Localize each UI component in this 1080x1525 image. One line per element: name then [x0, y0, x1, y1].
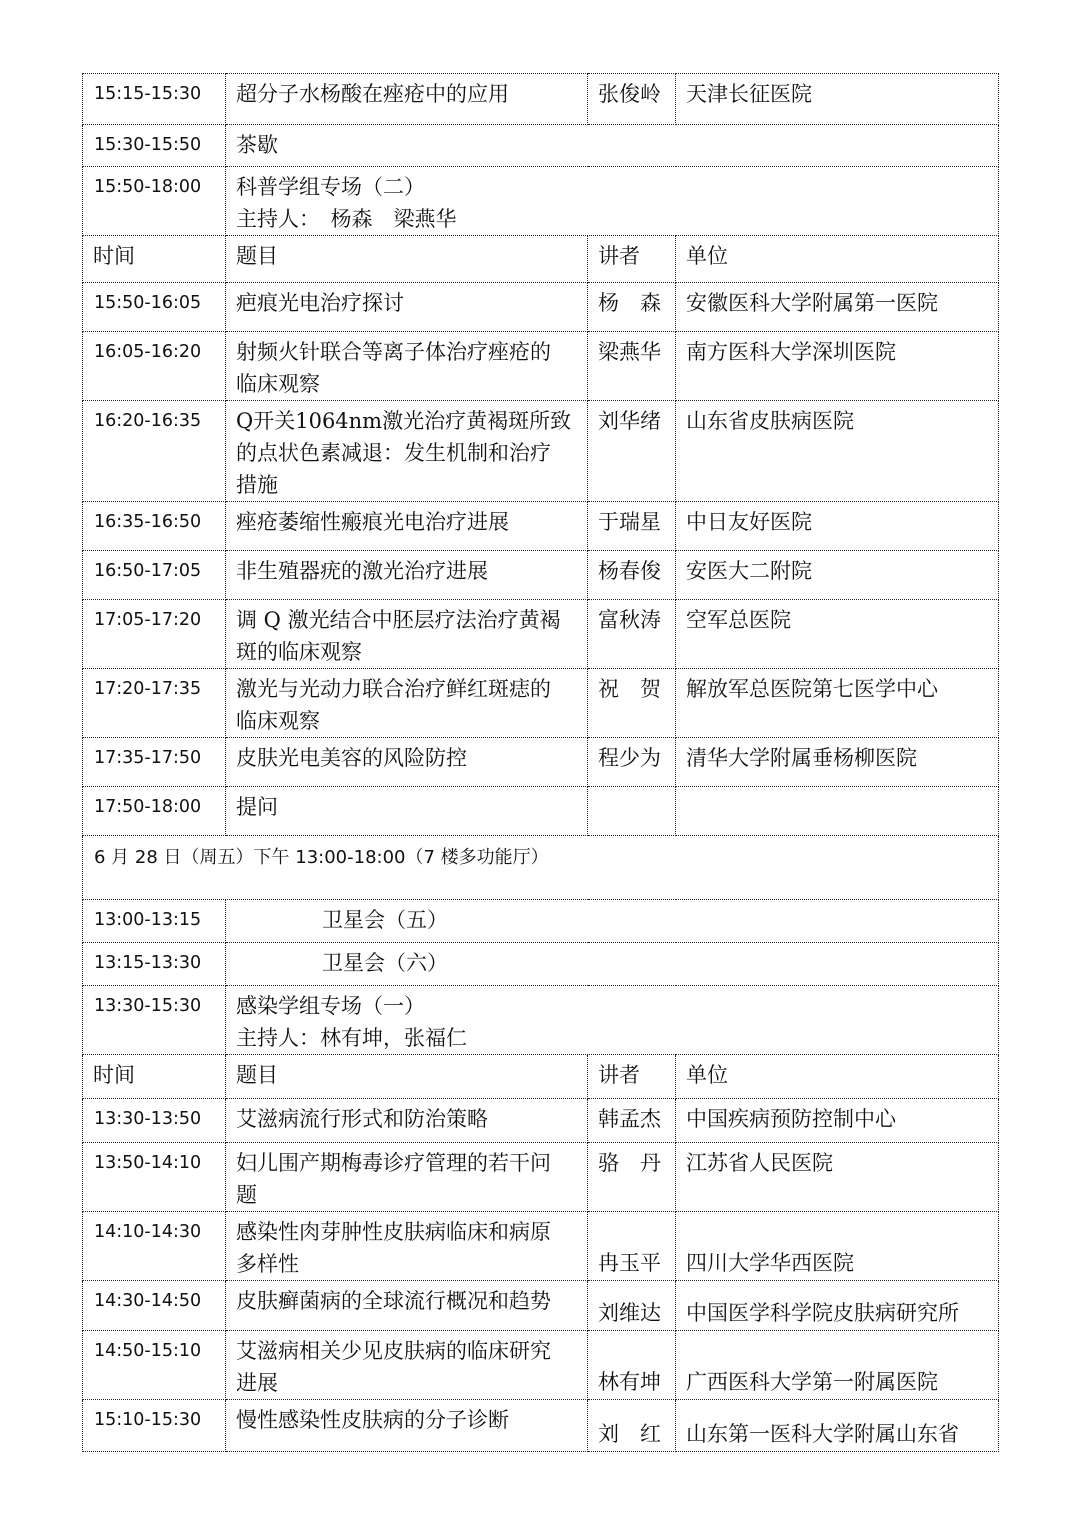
talk-row — [83, 669, 999, 738]
time-text: 14:30-14:50 — [94, 1291, 202, 1311]
schedule-body — [83, 74, 999, 1452]
time-text: 15:15-15:30 — [94, 84, 202, 104]
unit-cell — [676, 669, 999, 738]
speaker-name: 杨春俊 — [598, 559, 661, 583]
talk-row — [83, 1143, 999, 1212]
speaker-name: 骆 丹 — [598, 1151, 661, 1175]
unit-name: 中国疾病预防控制中心 — [686, 1107, 896, 1131]
talk-row — [83, 1331, 999, 1400]
date-row — [83, 836, 999, 900]
time-text: 时间 — [93, 1063, 135, 1087]
talk-title-line: 临床观察 — [236, 372, 320, 396]
talk-row — [83, 502, 999, 551]
unit-name: 空军总医院 — [686, 608, 791, 632]
speaker-cell — [588, 1212, 676, 1281]
speaker-cell — [588, 502, 676, 551]
talk-title — [226, 1281, 588, 1331]
speaker-cell — [588, 551, 676, 600]
talk-title — [226, 787, 588, 836]
unit-cell — [676, 787, 999, 836]
time-cell — [83, 900, 226, 943]
talk-title — [226, 401, 588, 502]
talk-title — [226, 283, 588, 332]
time-text: 15:50-18:00 — [94, 177, 202, 197]
time-text: 16:35-16:50 — [94, 512, 202, 532]
talk-title-line: 皮肤光电美容的风险防控 — [236, 746, 467, 770]
header-title-text: 题目 — [236, 244, 278, 268]
talk-title — [226, 1143, 588, 1212]
unit-cell — [676, 1212, 999, 1281]
time-cell — [83, 600, 226, 669]
unit-cell — [676, 1143, 999, 1212]
time-text: 17:35-17:50 — [94, 748, 202, 768]
time-cell — [83, 986, 226, 1055]
time-text: 13:30-15:30 — [94, 996, 202, 1016]
unit-cell — [676, 74, 999, 125]
header-title — [226, 1055, 588, 1099]
talk-title — [226, 1400, 588, 1452]
header-unit-text: 单位 — [686, 1063, 728, 1087]
header-unit — [676, 1055, 999, 1099]
header-speaker — [588, 1055, 676, 1099]
talk-row — [83, 1281, 999, 1331]
talk-title — [226, 738, 588, 787]
unit-cell — [676, 738, 999, 787]
talk-title-line: 多样性 — [236, 1252, 299, 1276]
speaker-cell — [588, 283, 676, 332]
time-cell — [83, 1281, 226, 1331]
unit-name: 广西医科大学第一附属医院 — [686, 1370, 938, 1394]
unit-cell — [676, 502, 999, 551]
time-text: 13:15-13:30 — [94, 953, 202, 973]
unit-name: 山东省皮肤病医院 — [686, 409, 854, 433]
header-time — [83, 1055, 226, 1099]
talk-row — [83, 787, 999, 836]
header-unit — [676, 236, 999, 283]
unit-cell — [676, 600, 999, 669]
talk-row — [83, 401, 999, 502]
unit-name: 安徽医科大学附属第一医院 — [686, 291, 938, 315]
column-header-row — [83, 1055, 999, 1099]
unit-cell — [676, 401, 999, 502]
speaker-cell — [588, 1281, 676, 1331]
talk-title-line: 妇儿围产期梅毒诊疗管理的若干问 — [236, 1151, 551, 1175]
talk-row — [83, 332, 999, 401]
speaker-cell — [588, 1331, 676, 1400]
unit-cell — [676, 332, 999, 401]
session-cell — [226, 167, 999, 236]
unit-cell — [676, 1281, 999, 1331]
speaker-cell — [588, 738, 676, 787]
talk-row — [83, 1212, 999, 1281]
speaker-name: 梁燕华 — [598, 340, 661, 364]
time-text: 13:50-14:10 — [94, 1153, 202, 1173]
header-speaker-text: 讲者 — [598, 1063, 640, 1087]
time-text: 17:05-17:20 — [94, 610, 202, 630]
time-cell — [83, 125, 226, 167]
satellite-cell — [226, 943, 999, 986]
session-line: 茶歇 — [236, 133, 278, 157]
satellite-cell — [226, 900, 999, 943]
talk-row — [83, 1400, 999, 1452]
talk-title-line: Q开关1064nm激光治疗黄褐斑所致 — [236, 409, 572, 433]
session-cell — [226, 986, 999, 1055]
time-text: 13:00-13:15 — [94, 910, 202, 930]
time-text: 时间 — [93, 244, 135, 268]
header-title-text: 题目 — [236, 1063, 278, 1087]
unit-cell — [676, 1099, 999, 1143]
talk-title-line: 调 Q 激光结合中胚层疗法治疗黄褐 — [236, 608, 561, 632]
talk-title — [226, 1212, 588, 1281]
talk-title-line: 进展 — [236, 1371, 278, 1395]
talk-row — [83, 74, 999, 125]
unit-cell — [676, 1400, 999, 1452]
time-text: 13:30-13:50 — [94, 1109, 202, 1129]
time-cell — [83, 502, 226, 551]
talk-row — [83, 600, 999, 669]
speaker-cell — [588, 74, 676, 125]
time-cell — [83, 332, 226, 401]
talk-row — [83, 1099, 999, 1143]
column-header-row — [83, 236, 999, 283]
speaker-cell — [588, 332, 676, 401]
time-cell — [83, 1400, 226, 1452]
time-cell — [83, 167, 226, 236]
talk-title — [226, 1331, 588, 1400]
time-text: 16:05-16:20 — [94, 342, 202, 362]
talk-title-line: 皮肤癣菌病的全球流行概况和趋势 — [236, 1289, 551, 1313]
unit-cell — [676, 551, 999, 600]
talk-row — [83, 551, 999, 600]
talk-title-line: 题 — [236, 1183, 257, 1207]
header-title — [226, 236, 588, 283]
time-cell — [83, 738, 226, 787]
session-line: 科普学组专场（二） — [236, 175, 425, 199]
talk-title — [226, 502, 588, 551]
schedule-table — [82, 73, 999, 1452]
speaker-name: 杨 森 — [598, 291, 661, 315]
talk-title-line: 艾滋病相关少见皮肤病的临床研究 — [236, 1339, 551, 1363]
talk-title-line: 痤疮萎缩性瘢痕光电治疗进展 — [236, 510, 509, 534]
session-line: 卫星会（六） — [322, 951, 448, 975]
time-text: 17:20-17:35 — [94, 679, 202, 699]
speaker-name: 富秋涛 — [598, 608, 661, 632]
time-text: 17:50-18:00 — [94, 797, 202, 817]
talk-title-line: 艾滋病流行形式和防治策略 — [236, 1107, 488, 1131]
talk-title-line: 激光与光动力联合治疗鲜红斑痣的 — [236, 677, 551, 701]
time-cell — [83, 401, 226, 502]
date-cell — [83, 836, 999, 900]
speaker-name: 程少为 — [598, 746, 661, 770]
satellite-row — [83, 943, 999, 986]
speaker-cell — [588, 1099, 676, 1143]
talk-row — [83, 283, 999, 332]
unit-name: 江苏省人民医院 — [686, 1151, 833, 1175]
time-text: 15:50-16:05 — [94, 293, 202, 313]
time-cell — [83, 787, 226, 836]
speaker-cell — [588, 401, 676, 502]
time-cell — [83, 551, 226, 600]
talk-row — [83, 738, 999, 787]
session-line: 卫星会（五） — [322, 908, 448, 932]
talk-title — [226, 669, 588, 738]
unit-name: 安医大二附院 — [686, 559, 812, 583]
speaker-name: 于瑞星 — [598, 510, 661, 534]
time-cell — [83, 943, 226, 986]
speaker-name: 刘华绪 — [598, 409, 661, 433]
session-line: 主持人： 杨森 梁燕华 — [236, 207, 457, 231]
header-speaker-text: 讲者 — [598, 244, 640, 268]
time-cell — [83, 74, 226, 125]
time-text: 15:30-15:50 — [94, 135, 202, 155]
talk-title — [226, 600, 588, 669]
talk-title — [226, 74, 588, 125]
talk-title-line: 非生殖器疣的激光治疗进展 — [236, 559, 488, 583]
speaker-name: 冉玉平 — [598, 1251, 661, 1275]
session-line: 感染学组专场（一） — [236, 994, 425, 1018]
talk-title — [226, 1099, 588, 1143]
time-cell — [83, 283, 226, 332]
session-line: 主持人：林有坤，张福仁 — [236, 1026, 467, 1050]
header-speaker — [588, 236, 676, 283]
unit-name: 山东第一医科大学附属山东省 — [686, 1422, 959, 1446]
speaker-name: 刘 红 — [598, 1422, 661, 1446]
time-cell — [83, 669, 226, 738]
talk-title-line: 感染性肉芽肿性皮肤病临床和病原 — [236, 1220, 551, 1244]
speaker-cell — [588, 787, 676, 836]
unit-name: 中日友好医院 — [686, 510, 812, 534]
unit-cell — [676, 1331, 999, 1400]
unit-name: 清华大学附属垂杨柳医院 — [686, 746, 917, 770]
speaker-name: 林有坤 — [598, 1370, 661, 1394]
header-time — [83, 236, 226, 283]
talk-title — [226, 332, 588, 401]
speaker-cell — [588, 1400, 676, 1452]
speaker-name: 韩孟杰 — [598, 1107, 661, 1131]
speaker-name: 祝 贺 — [598, 677, 661, 701]
unit-name: 天津长征医院 — [686, 82, 812, 106]
talk-title-line: 提问 — [236, 795, 278, 819]
talk-title-line: 措施 — [236, 473, 278, 497]
unit-name: 四川大学华西医院 — [686, 1251, 854, 1275]
time-cell — [83, 1331, 226, 1400]
talk-title-line: 慢性感染性皮肤病的分子诊断 — [236, 1408, 509, 1432]
satellite-row — [83, 900, 999, 943]
talk-title-line: 射频火针联合等离子体治疗痤疮的 — [236, 340, 551, 364]
speaker-name: 张俊岭 — [598, 82, 661, 106]
time-text: 15:10-15:30 — [94, 1410, 202, 1430]
time-cell — [83, 1099, 226, 1143]
session-row — [83, 167, 999, 236]
unit-cell — [676, 283, 999, 332]
talk-title-line: 疤痕光电治疗探讨 — [236, 291, 404, 315]
speaker-cell — [588, 1143, 676, 1212]
time-cell — [83, 1212, 226, 1281]
time-text: 14:10-14:30 — [94, 1222, 202, 1242]
talk-title — [226, 551, 588, 600]
speaker-name: 刘维达 — [598, 1301, 661, 1325]
talk-title-line: 超分子水杨酸在痤疮中的应用 — [236, 82, 509, 106]
time-text: 16:50-17:05 — [94, 561, 202, 581]
date-text: 6 月 28 日（周五）下午 13:00-18:00（7 楼多功能厅） — [94, 847, 549, 868]
header-unit-text: 单位 — [686, 244, 728, 268]
talk-title-line: 的点状色素减退：发生机制和治疗 — [236, 441, 551, 465]
time-cell — [83, 1143, 226, 1212]
time-text: 14:50-15:10 — [94, 1341, 202, 1361]
session-row — [83, 125, 999, 167]
unit-name: 中国医学科学院皮肤病研究所 — [686, 1301, 959, 1325]
speaker-cell — [588, 600, 676, 669]
unit-name: 解放军总医院第七医学中心 — [686, 677, 938, 701]
speaker-cell — [588, 669, 676, 738]
session-row — [83, 986, 999, 1055]
unit-name: 南方医科大学深圳医院 — [686, 340, 896, 364]
time-text: 16:20-16:35 — [94, 411, 202, 431]
session-cell — [226, 125, 999, 167]
talk-title-line: 斑的临床观察 — [236, 640, 362, 664]
talk-title-line: 临床观察 — [236, 709, 320, 733]
